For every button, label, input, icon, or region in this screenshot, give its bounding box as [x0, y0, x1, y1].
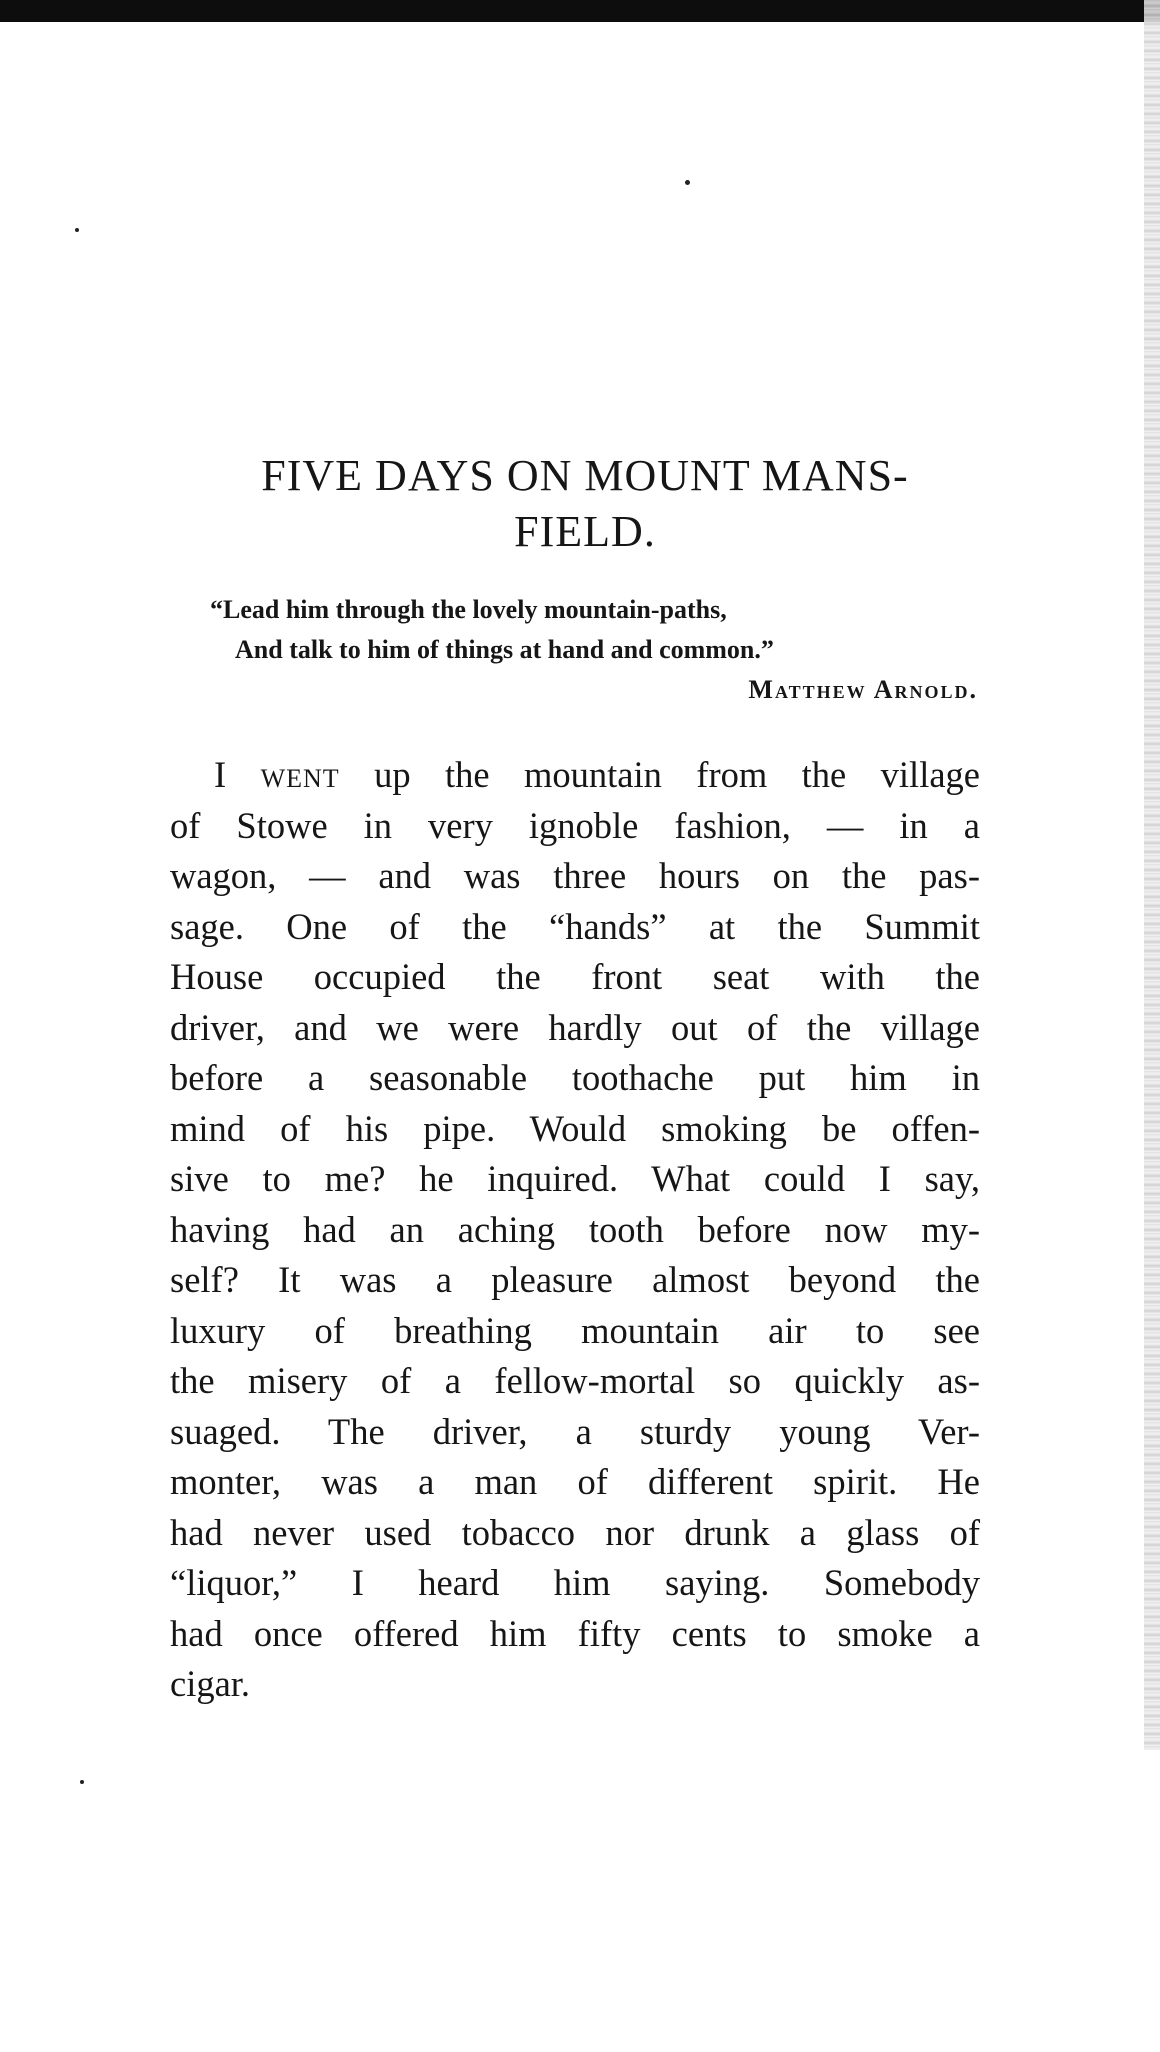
body-line: the misery of a fellow-mortal so quickly as-: [170, 1360, 980, 1401]
body-paragraph: [170, 750, 980, 1710]
body-line: driver, and we were hardly out of the village: [170, 1006, 980, 1048]
body-line: [170, 750, 980, 801]
chapter-title: [195, 448, 975, 560]
body-line: had once offered him fifty cents to smoke a: [170, 1612, 980, 1654]
chapter-title-line-1: FIVE DAYS ON MOUNT MANS-: [261, 451, 909, 500]
body-line: had never used tobacco nor drunk a glass of: [170, 1511, 980, 1553]
scan-page-edge: [1144, 0, 1160, 1750]
body-line: having had an aching tooth before now my-: [170, 1208, 980, 1250]
body-line: monter, was a man of different spirit. He: [170, 1461, 980, 1502]
body-line: self? It was a pleasure almost beyond the: [170, 1259, 980, 1300]
epigraph-attribution: Matthew Arnold.: [748, 675, 978, 704]
body-line: “liquor,” I heard him saying. Somebody: [170, 1562, 980, 1603]
body-line: mind of his pipe. Would smoking be offen-: [170, 1107, 980, 1149]
smallcaps-word: went: [260, 754, 340, 795]
scan-top-border: [0, 0, 1160, 22]
body-line: House occupied the front seat with the: [170, 956, 980, 997]
epigraph-line-2: And talk to him of things at hand and common.”: [235, 635, 774, 664]
body-line: sage. One of the “hands” at the Summit: [170, 905, 980, 947]
chapter-title-line-2: FIELD.: [514, 507, 656, 556]
ink-speck: [75, 228, 79, 232]
ink-speck: [685, 180, 690, 185]
body-line: suaged. The driver, a sturdy young Ver-: [170, 1410, 980, 1452]
body-line: cigar.: [170, 1663, 251, 1704]
drop-word: I: [214, 754, 227, 795]
epigraph: [210, 590, 980, 710]
body-line: luxury of breathing mountain air to see: [170, 1309, 980, 1351]
body-line-text: up the mountain from the village: [339, 754, 980, 795]
body-line: wagon, — and was three hours on the pas-: [170, 855, 980, 896]
epigraph-line-1: “Lead him through the lovely mountain-paths,: [210, 595, 727, 624]
body-line: before a seasonable toothache put him in: [170, 1057, 980, 1098]
body-line: of Stowe in very ignoble fashion, — in a: [170, 804, 980, 846]
body-line: sive to me? he inquired. What could I say,: [170, 1158, 980, 1199]
ink-speck: [80, 1780, 84, 1784]
